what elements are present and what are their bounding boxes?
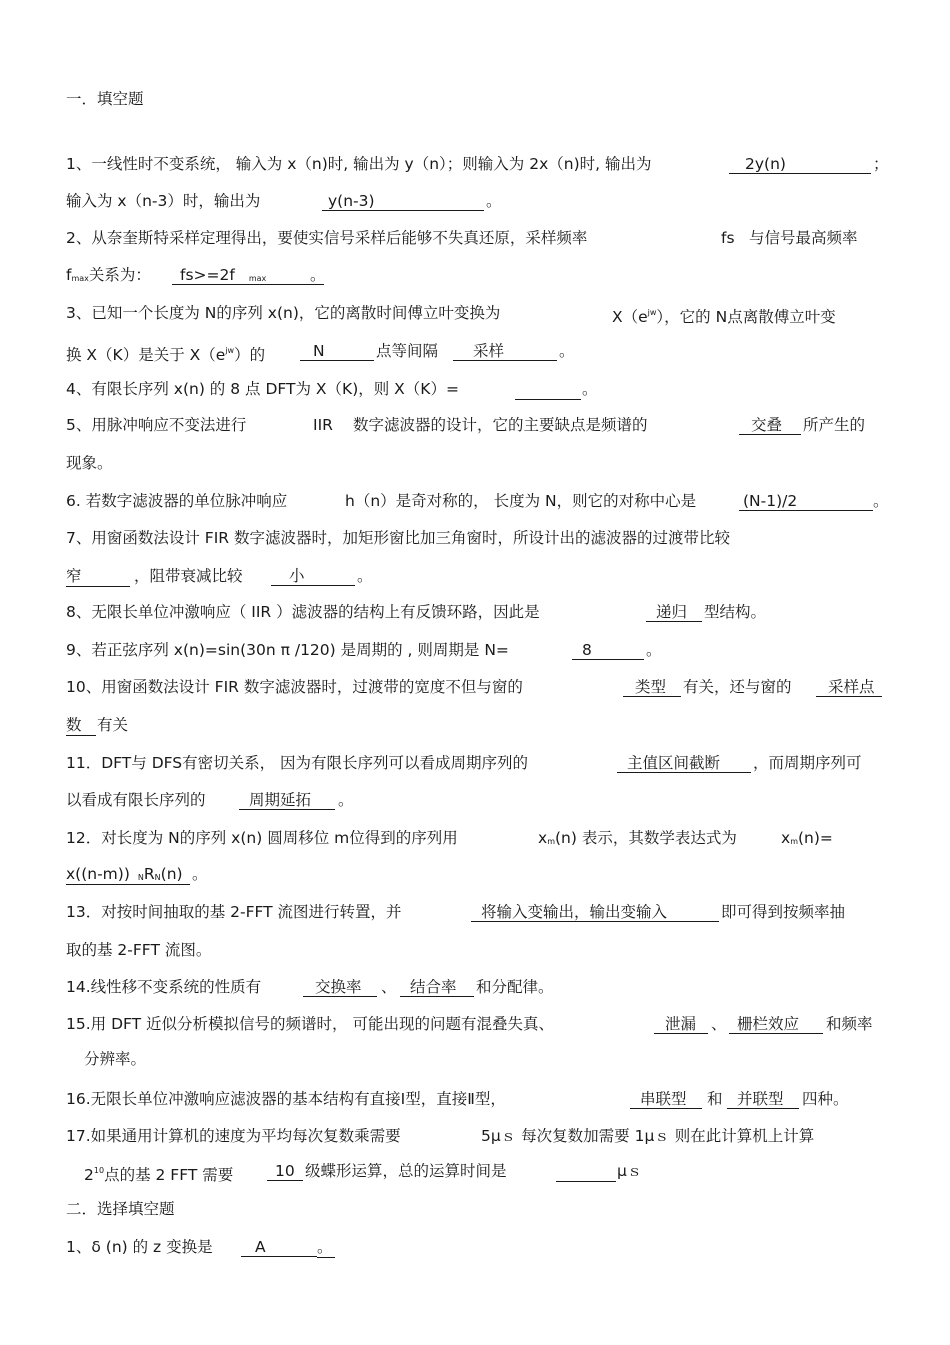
question-2-line-1: 2、从奈奎斯特采样定理得出，要使实信号采样后能够不失真还原，采样频率 fs 与信号最高频率: [66, 229, 858, 247]
answer-blank: 类型: [623, 675, 681, 697]
question-13-line-2: 取的基 2-FFT 流图。: [66, 941, 212, 959]
answer-blank-end: 。: [317, 1235, 335, 1258]
question-13-line-1: 13．对按时间抽取的基 2-FFT 流图进行转置，并 将输入变输出，输出变输入 即可得到按频率抽: [0, 900, 950, 924]
section-2-title: 二．选择填空题: [66, 1200, 175, 1218]
answer-blank: (N-1)/2: [739, 489, 873, 511]
question-17-line-2: $2^{10}$点的基 2 FFT 需要 10 级蝶形运算，总的运算时间是 μｓ: [0, 1159, 950, 1183]
question-2-line-2: $f_{max}$关系为： fs>=2f $_{max}$ 。: [0, 263, 950, 287]
answer-blank: 将输入变输出，输出变输入: [471, 900, 719, 922]
answer-blank: 2y(n): [729, 152, 871, 174]
answer-blank: 小: [271, 564, 355, 586]
question-7-line-1: 7、用窗函数法设计 FIR 数字滤波器时，加矩形窗比加三角窗时，所设计出的滤波器的过渡带比较: [66, 529, 730, 547]
question-5-line-1: 5、用脉冲响应不变法进行 IIR 数字滤波器的设计，它的主要缺点是频谱的 交叠 所产生的: [0, 413, 950, 437]
question-3-line-2: 换 X（K）是关于 $X(e^{jw})$的 N 点等间隔 采样 。: [0, 339, 950, 363]
question-10-line-1: 10、用窗函数法设计 FIR 数字滤波器时，过渡带的宽度不但与窗的 类型 有关，还与窗的 采样点: [0, 675, 950, 699]
question-12-line-2: x((n-m)) $_NR_N(n)$ 。: [0, 862, 950, 886]
answer-blank: 主值区间截断: [617, 751, 751, 773]
answer-blank: x((n-m)) $_NR_N(n)$: [66, 862, 190, 885]
answer-blank: [556, 1159, 616, 1182]
answer-blank: 采样: [453, 339, 557, 361]
choice-1: 1、δ (n) 的 z 变换是 A 。: [0, 1235, 950, 1259]
question-14: 14.线性移不变系统的性质有 交换率 、 结合率 和分配律。: [0, 975, 950, 999]
answer-blank: A: [241, 1235, 317, 1257]
answer-blank: 采样点: [816, 675, 882, 697]
section-1-title: 一．填空题: [66, 90, 144, 108]
question-4: 4、有限长序列 x(n) 的 8 点 DFT为 X（K)，则 X（K）= 。: [0, 377, 950, 401]
answer-blank: fs>=2f $_{max}$: [172, 263, 324, 285]
question-1-line-2: 输入为 x（n-3）时，输出为 y(n-3) 。: [0, 189, 950, 213]
answer-blank: 交换率: [303, 975, 377, 997]
answer-blank: 递归: [646, 600, 702, 622]
answer-blank: 数: [66, 713, 96, 736]
answer-blank: y(n-3): [322, 189, 484, 211]
answer-blank: 并联型: [727, 1087, 799, 1109]
answer-blank: 窄: [66, 564, 130, 587]
question-15-line-1: 15.用 DFT 近似分析模拟信号的频谱时， 可能出现的问题有混叠失真、 泄漏 、 栅栏效应 和频率: [0, 1012, 950, 1036]
answer-blank: 结合率: [400, 975, 474, 997]
question-6: 6. 若数字滤波器的单位脉冲响应 h（n）是奇对称的， 长度为 N，则它的对称中心是 (N-1)/2 。: [0, 489, 950, 513]
answer-blank: 8: [572, 638, 644, 660]
answer-blank: 周期延拓: [239, 788, 335, 810]
question-15-line-2: 分辨率。: [84, 1050, 147, 1068]
question-8: 8、无限长单位冲激响应（ IIR ）滤波器的结构上有反馈环路，因此是 递归 型结构。: [0, 600, 950, 624]
question-3-line-1: 3、已知一个长度为 N的序列 x(n)，它的离散时间傅立叶变换为 $X(e^{jw})$，它的 N点离散傅立叶变: [66, 304, 836, 326]
question-16: 16.无限长单位冲激响应滤波器的基本结构有直接Ⅰ型，直接Ⅱ型， 串联型 和 并联型 四种。: [0, 1087, 950, 1111]
question-11-line-1: 11．DFT与 DFS有密切关系， 因为有限长序列可以看成周期序列的 主值区间截断 ，而周期序列可: [0, 751, 950, 775]
question-5-line-2: 现象。: [66, 454, 113, 472]
answer-blank: 10: [267, 1159, 303, 1181]
answer-blank: 泄漏: [654, 1012, 708, 1034]
question-10-line-2: 数 有关: [0, 713, 950, 737]
answer-blank: 交叠: [739, 413, 801, 435]
answer-blank: [515, 377, 581, 400]
answer-blank: 栅栏效应: [729, 1012, 823, 1034]
answer-blank: N: [300, 339, 374, 361]
question-9: 9、若正弦序列 x(n)=sin(30n π /120) 是周期的 , 则周期是 N= 8 。: [0, 638, 950, 662]
question-7-line-2: 窄 ，阻带衰减比较 小 。: [0, 564, 950, 588]
question-11-line-2: 以看成有限长序列的 周期延拓 。: [0, 788, 950, 812]
answer-blank: 串联型: [630, 1087, 702, 1109]
question-1-line-1: 1、一线性时不变系统， 输入为 x（n)时, 输出为 y（n）；则输入为 2x（n)时, 输出为 2y(n) ；: [0, 152, 950, 176]
question-12-line-1: 12．对长度为 N的序列 x(n) 圆周移位 m位得到的序列用 $x_m(n)$ 表示，其数学表达式为 $x_m(n)=$: [66, 829, 833, 847]
question-17-line-1: 17.如果通用计算机的速度为平均每次复数乘需要 5μｓ 每次复数加需要 1μｓ 则在此计算机上计算: [66, 1127, 815, 1145]
